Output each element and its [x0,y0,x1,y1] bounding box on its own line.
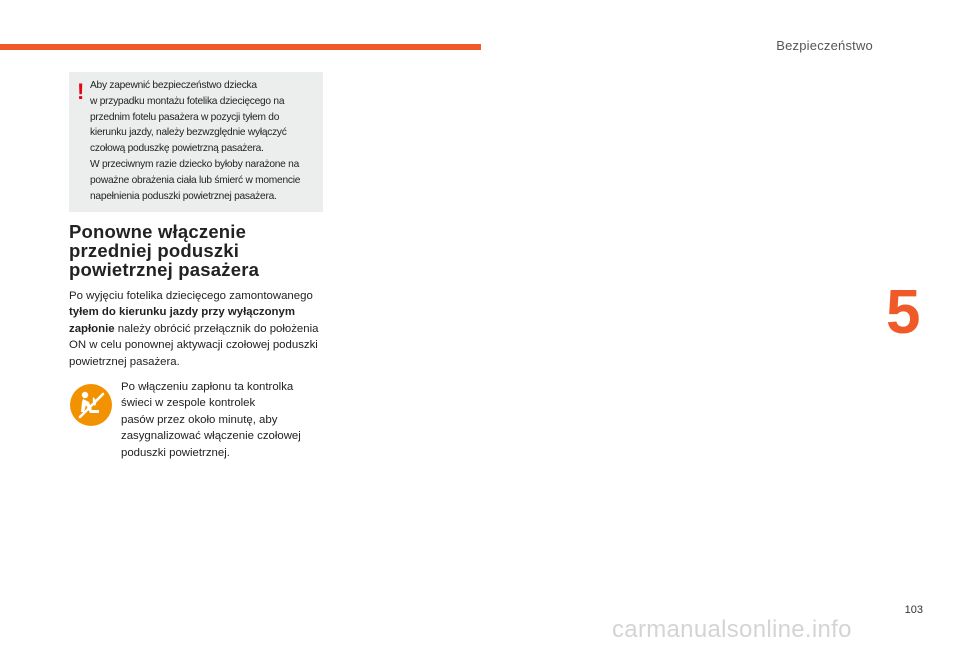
heading-line: powietrznej pasażera [69,259,260,280]
paragraph-bold-text: tyłem do kierunku jazdy przy wyłączonym zapłonie [69,306,295,335]
heading-line: przedniej poduszki [69,240,240,261]
warning-line: napełnienia poduszki powietrznej pasażera. [90,190,277,202]
warning-line: Aby zapewnić bezpieczeństwo dziecka [90,80,257,91]
chapter-number: 5 [886,278,921,347]
indicator-line: zasygnalizować włączenie czołowej [121,430,301,443]
section-heading [69,222,329,279]
paragraph-text: Po wyjęciu fotelika dziecięcego zamontowanego [69,290,313,302]
reactivation-paragraph [69,288,329,370]
header-accent-bar [0,44,481,50]
warning-line: poważne obrażenia ciała lub śmierć w momencie [90,174,301,186]
section-title: Bezpieczeństwo [776,38,873,53]
indicator-line: pasów przez około minutę, aby [121,413,278,426]
indicator-line: świeci w zespole kontrolek [121,397,256,410]
warning-text [90,78,317,204]
watermark: carmanualsonline.info [612,616,852,643]
warning-line: przednim fotelu pasażera w pozycji tyłem do [90,111,280,123]
exclamation-warning-icon: ! [77,79,85,104]
indicator-paragraph [121,379,331,461]
warning-box [69,72,323,212]
airbag-warning-icon [70,384,112,426]
indicator-line: Po włączeniu zapłonu ta kontrolka [121,381,294,393]
warning-line: czołową poduszkę powietrzną pasażera. [90,143,264,155]
airbag-warning-icon-graphic [74,388,108,422]
paragraph-text: należy obrócić przełącznik do położenia ON w celu ponownej aktywacji czołowej poduszki powietrznej pasażera. [69,322,319,368]
warning-line: kierunku jazdy, należy bezwzględnie wyłączyć [90,127,287,139]
page-number: 103 [904,604,923,616]
indicator-line: poduszki powietrznej. [121,446,230,459]
heading-line: Ponowne włączenie [69,221,247,242]
warning-line: W przeciwnym razie dziecko byłoby narażone na [90,158,300,170]
warning-line: w przypadku montażu fotelika dziecięcego na [90,95,285,107]
